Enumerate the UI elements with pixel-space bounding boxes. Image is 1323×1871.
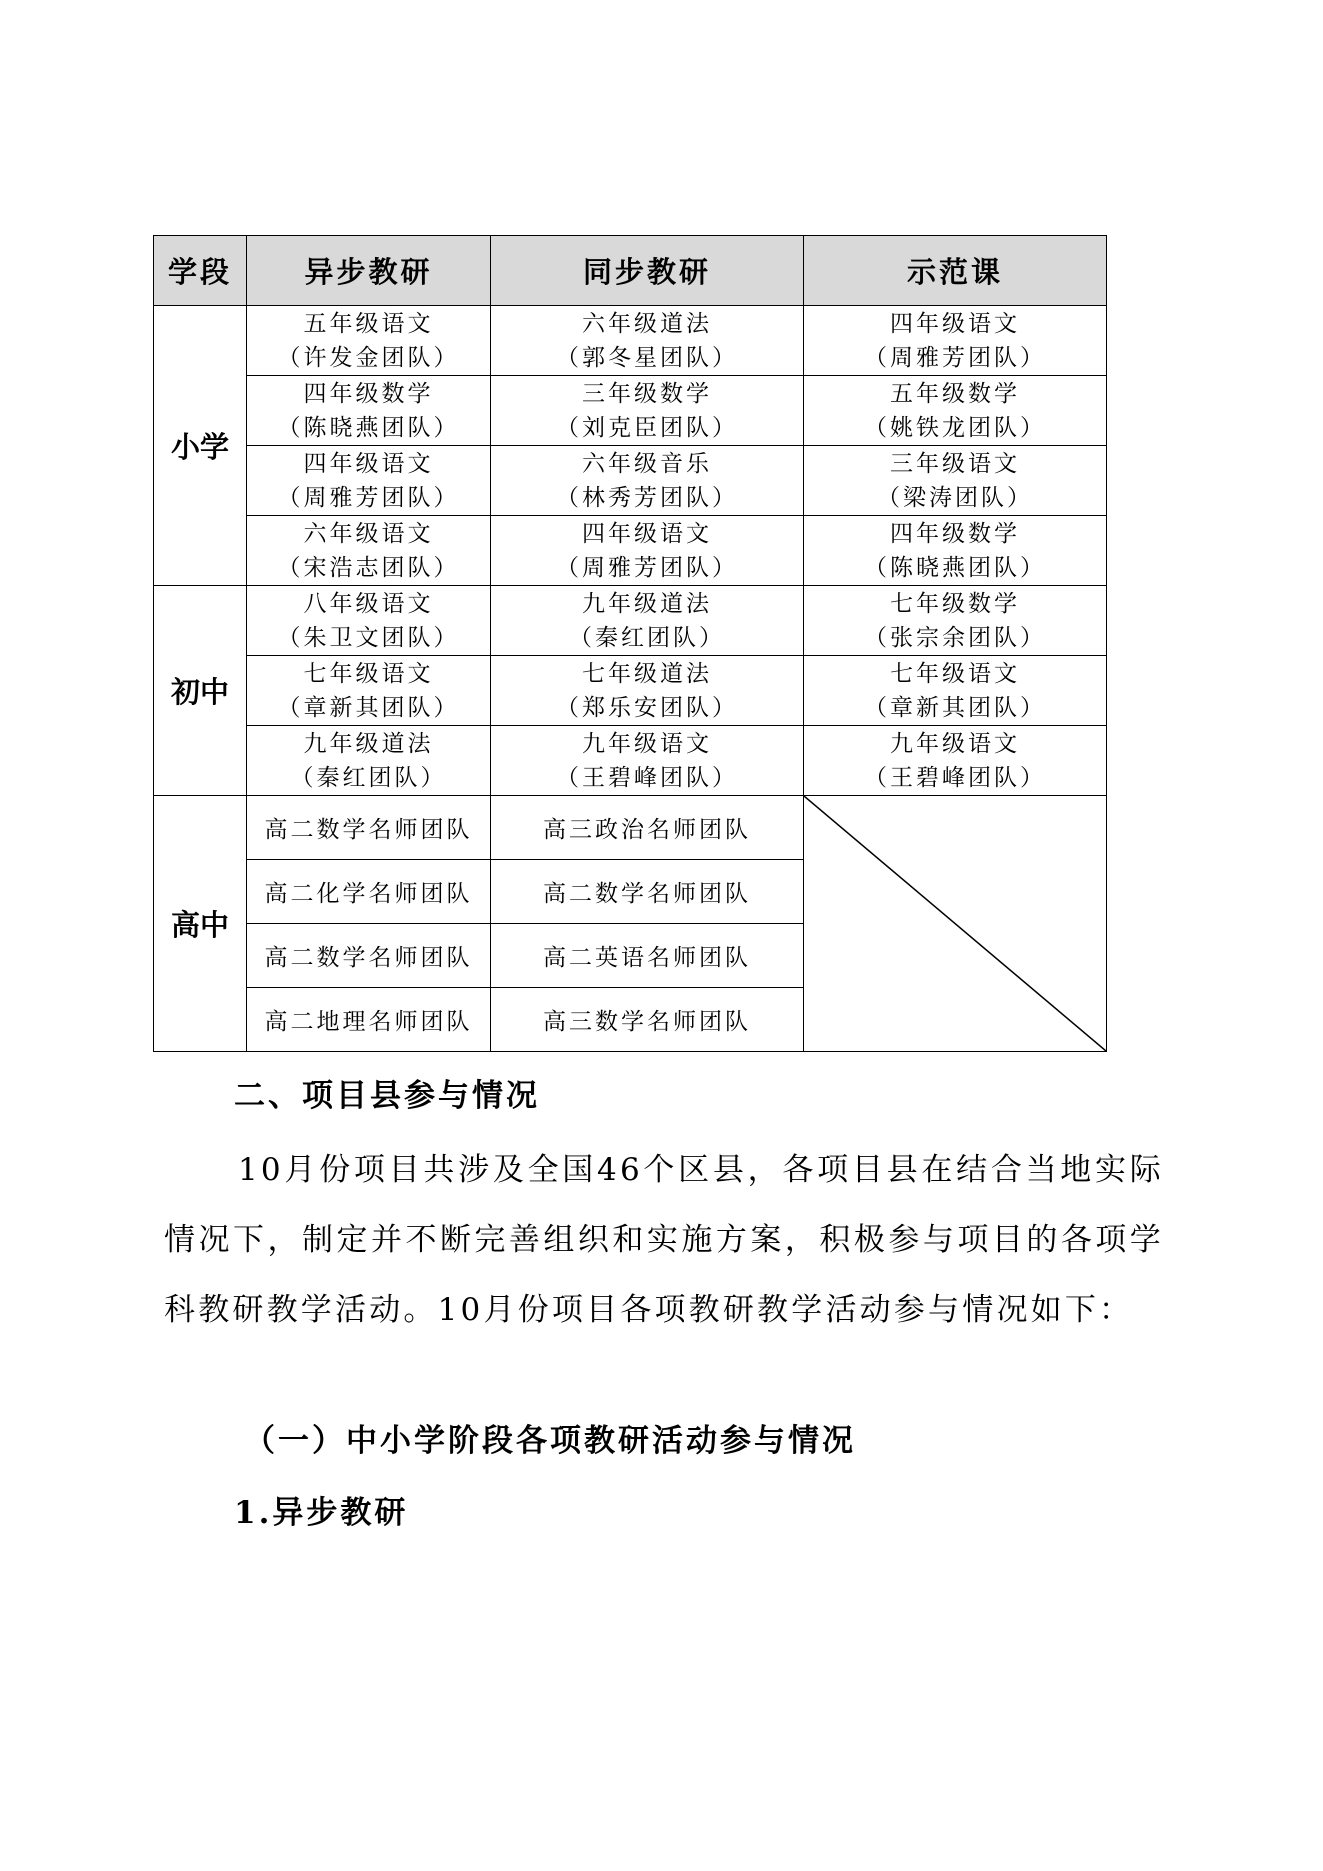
table-header-row bbox=[154, 236, 1107, 306]
table-row bbox=[154, 656, 1107, 726]
table-cell: 七年级语文 （章新其团队） bbox=[247, 656, 491, 726]
table-cell: 四年级数学 （陈晓燕团队） bbox=[247, 376, 491, 446]
empty-diagonal-cell bbox=[804, 796, 1107, 1052]
table-cell: 九年级语文 （王碧峰团队） bbox=[491, 726, 804, 796]
activity-table bbox=[153, 235, 1107, 1052]
subsection-heading: （一）中小学阶段各项教研活动参与情况 bbox=[244, 1423, 856, 1459]
table-row bbox=[154, 516, 1107, 586]
table-cell: 高三政治名师团队 bbox=[491, 796, 804, 860]
table-cell: 九年级道法 （秦红团队） bbox=[491, 586, 804, 656]
table-cell: 七年级数学 （张宗余团队） bbox=[804, 586, 1107, 656]
table-cell: 六年级语文 （宋浩志团队） bbox=[247, 516, 491, 586]
stage-cell-primary: 小学 bbox=[154, 306, 247, 586]
header-async-research: 异步教研 bbox=[247, 236, 491, 306]
table-cell: 三年级数学 （刘克臣团队） bbox=[491, 376, 804, 446]
table-cell: 九年级语文 （王碧峰团队） bbox=[804, 726, 1107, 796]
table-cell: 六年级音乐 （林秀芳团队） bbox=[491, 446, 804, 516]
table-cell: 九年级道法 （秦红团队） bbox=[247, 726, 491, 796]
header-stage: 学段 bbox=[154, 236, 247, 306]
item-heading: 1.异步教研 bbox=[234, 1495, 409, 1531]
table-row bbox=[154, 376, 1107, 446]
table-cell: 四年级语文 （周雅芳团队） bbox=[491, 516, 804, 586]
table-cell: 高二数学名师团队 bbox=[247, 924, 491, 988]
table-cell: 高二化学名师团队 bbox=[247, 860, 491, 924]
table-cell: 三年级语文 （梁涛团队） bbox=[804, 446, 1107, 516]
table-cell: 七年级语文 （章新其团队） bbox=[804, 656, 1107, 726]
table-cell: 七年级道法 （郑乐安团队） bbox=[491, 656, 804, 726]
table-cell: 高二英语名师团队 bbox=[491, 924, 804, 988]
table-cell: 高二数学名师团队 bbox=[491, 860, 804, 924]
table-cell: 六年级道法 （郭冬星团队） bbox=[491, 306, 804, 376]
table-cell: 四年级数学 （陈晓燕团队） bbox=[804, 516, 1107, 586]
table-cell: 高二数学名师团队 bbox=[247, 796, 491, 860]
section-heading: 二、项目县参与情况 bbox=[234, 1078, 540, 1114]
table-cell: 四年级语文 （周雅芳团队） bbox=[247, 446, 491, 516]
table-cell: 四年级语文 （周雅芳团队） bbox=[804, 306, 1107, 376]
table-cell: 五年级数学 （姚铁龙团队） bbox=[804, 376, 1107, 446]
table-row bbox=[154, 796, 1107, 860]
table-row bbox=[154, 586, 1107, 656]
header-sync-research: 同步教研 bbox=[491, 236, 804, 306]
table-cell: 高三数学名师团队 bbox=[491, 988, 804, 1052]
stage-cell-senior: 高中 bbox=[154, 796, 247, 1052]
table-cell: 高二地理名师团队 bbox=[247, 988, 491, 1052]
table-row bbox=[154, 726, 1107, 796]
header-demo-lesson: 示范课 bbox=[804, 236, 1107, 306]
table-cell: 八年级语文 （朱卫文团队） bbox=[247, 586, 491, 656]
body-paragraph: 10月份项目共涉及全国46个区县，各项目县在结合当地实际情况下，制定并不断完善组织和实施方案，积极参与项目的各项学科教研教学活动。10月份项目各项教研教学活动参与情况如下： bbox=[164, 1152, 1164, 1328]
diagonal-line bbox=[804, 796, 1106, 1051]
stage-cell-junior: 初中 bbox=[154, 586, 247, 796]
table-row bbox=[154, 306, 1107, 376]
table-row bbox=[154, 446, 1107, 516]
table-cell: 五年级语文 （许发金团队） bbox=[247, 306, 491, 376]
